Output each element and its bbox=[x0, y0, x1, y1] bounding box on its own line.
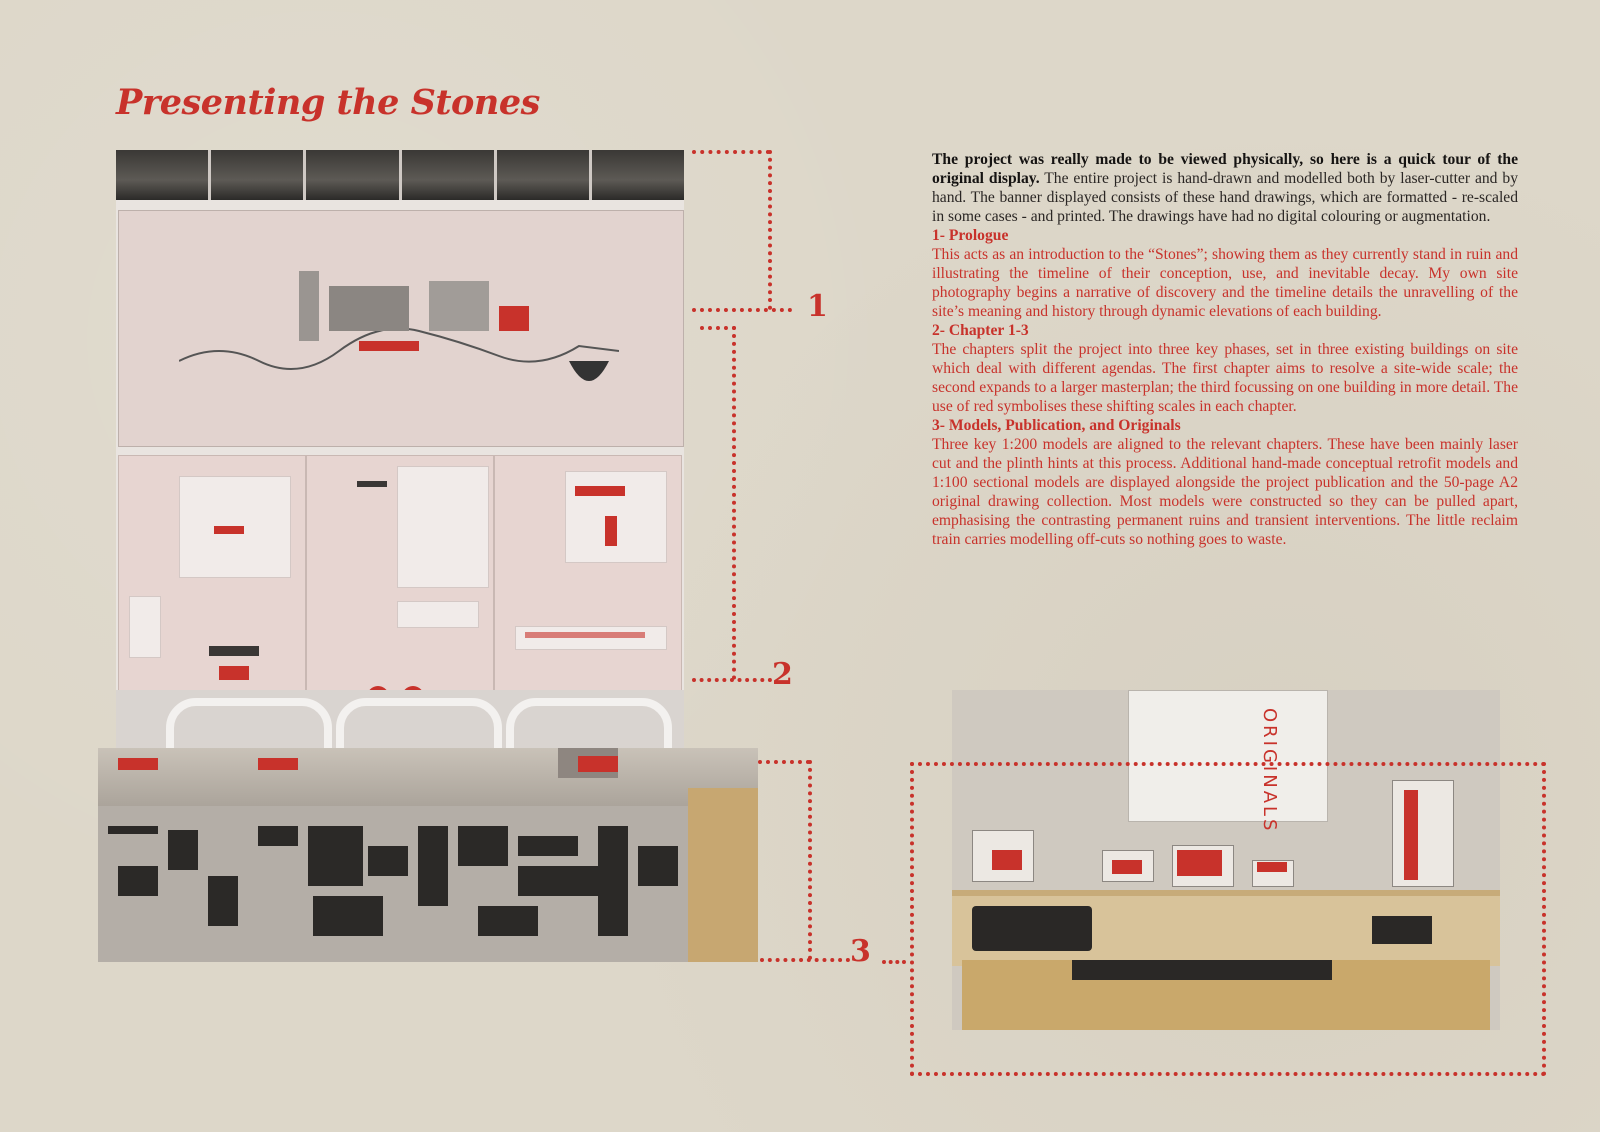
callout-3-line-bottom bbox=[760, 958, 850, 962]
section-heading: 2- Chapter 1-3 bbox=[932, 322, 1029, 339]
callout-number-3: 3 bbox=[850, 934, 871, 969]
callout-1-line-vert bbox=[768, 150, 772, 310]
callout-1-line-bottom bbox=[692, 308, 792, 312]
page-title: Presenting the Stones bbox=[116, 82, 540, 123]
section-prologue bbox=[932, 226, 1518, 321]
callout-2-line-top bbox=[700, 326, 736, 330]
callout-3-frame bbox=[910, 762, 1546, 1076]
chapter-2-panel bbox=[306, 455, 494, 690]
chapter-3-panel bbox=[494, 455, 682, 690]
originals-board-label: ORIGINALS bbox=[1259, 708, 1280, 834]
callout-3-line-top bbox=[758, 760, 810, 764]
text-column bbox=[932, 150, 1518, 549]
section-heading: 1- Prologue bbox=[932, 227, 1009, 244]
callout-1-line-top bbox=[692, 150, 770, 154]
callout-3-line-vert bbox=[808, 760, 812, 960]
intro-body: The entire project is hand-drawn and modelled both by laser-cutter and by hand. The banner displayed consists of these hand drawings, which are formatted - re-scaled in some cases - and printed. The drawings have had no digital colouring or augmentation. bbox=[932, 170, 1518, 225]
banner-rails-photo bbox=[116, 690, 684, 750]
section-body: This acts as an introduction to the “Stones”; showing them as they currently stand in ruin and illustrating the timeline of their conception, use, and inevitable decay. My own site photography begins a narrative of discovery and the timeline details the unravelling of the site’s meaning and history through dynamic elevations of each building. bbox=[932, 246, 1518, 320]
display-banner-photo bbox=[116, 150, 684, 690]
model-plinth-photo bbox=[98, 748, 758, 962]
section-chapters bbox=[932, 321, 1518, 416]
callout-2-line-vert bbox=[732, 326, 736, 680]
callout-3-line-right bbox=[882, 960, 906, 964]
callout-number-1: 1 bbox=[807, 289, 828, 324]
intro-paragraph bbox=[932, 150, 1518, 226]
elevation-drawing bbox=[179, 251, 619, 401]
section-heading: 3- Models, Publication, and Originals bbox=[932, 417, 1181, 434]
prologue-panel bbox=[118, 210, 684, 447]
section-body: The chapters split the project into three key phases, set in three existing buildings on site which deal with different agendas. The first chapter aims to resolve a site-wide scale; the second expands to a larger masterplan; the third focussing on one building in more detail. The use of red symbolises these shifting scales in each chapter. bbox=[932, 341, 1518, 415]
section-models bbox=[932, 416, 1518, 549]
intro-lead: The project was really made to be viewed physically, so here is a quick tour of the original display. bbox=[932, 151, 1518, 187]
prologue-photo-strip bbox=[116, 150, 684, 200]
callout-2-line-bottom bbox=[692, 678, 772, 682]
chapter-1-panel bbox=[118, 455, 306, 690]
callout-number-2: 2 bbox=[772, 657, 793, 692]
section-body: Three key 1:200 models are aligned to the relevant chapters. These have been mainly laser cut and the plinth hints at this process. Additional hand-made conceptual retrofit models and 1:100 sectional models are displayed alongside the project publication and the 50-page A2 original drawing collection. Most models were constructed so they can be pulled apart, emphasising the contrasting permanent ruins and transient interventions. The little reclaim train carries modelling off-cuts so nothing goes to waste. bbox=[932, 436, 1518, 548]
